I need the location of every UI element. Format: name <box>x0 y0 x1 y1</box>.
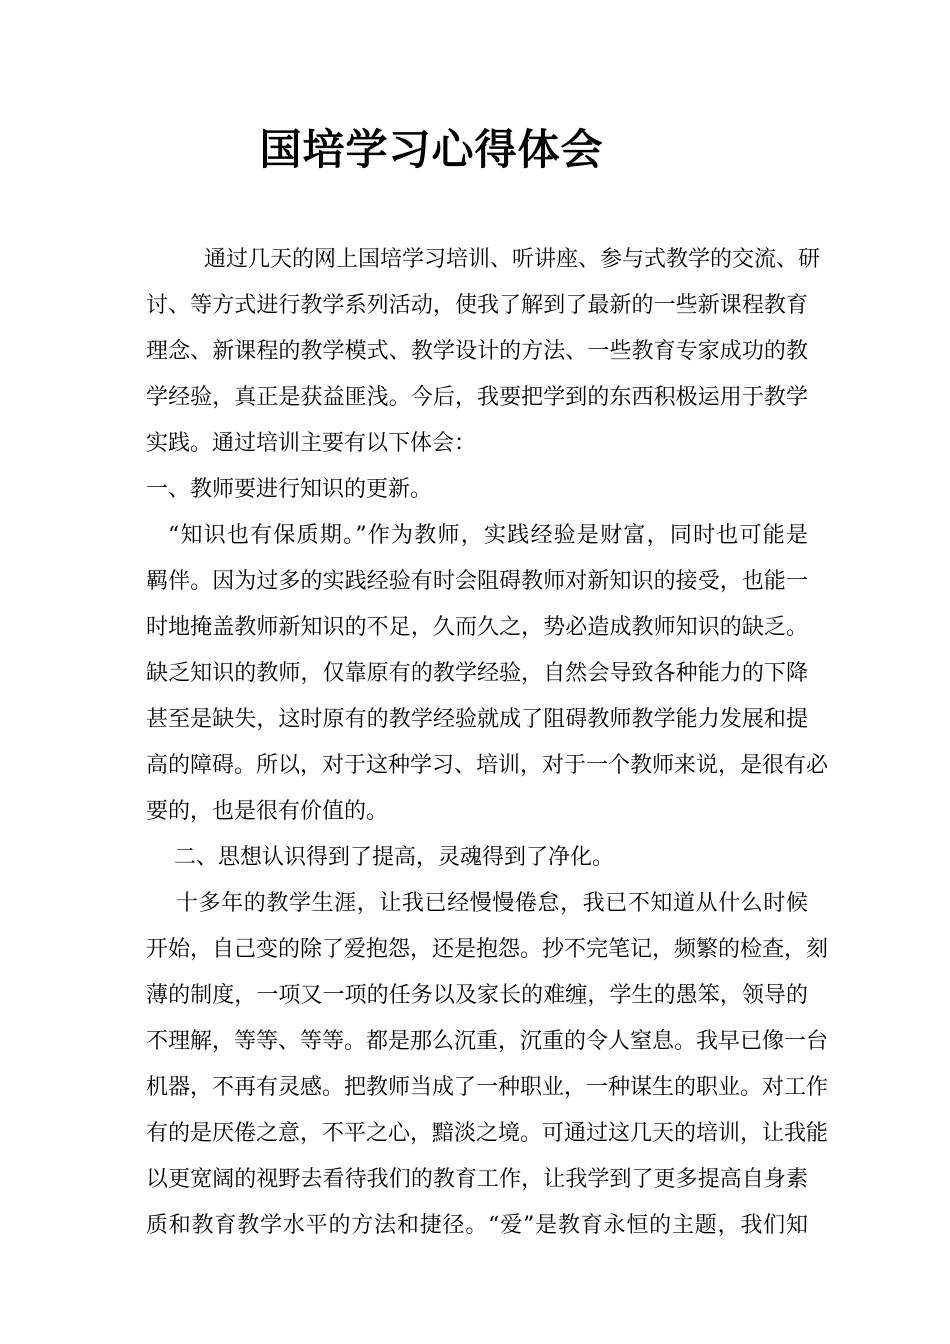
document-title: 国培学习心得体会 <box>259 125 604 174</box>
document-body <box>146 237 829 1249</box>
text-line: 通过几天的网上国培学习培训、听讲座、参与式教学的交流、研 <box>204 247 821 272</box>
text-line: 以更宽阔的视野去看待我们的教育工作，让我学到了更多提高自身素 <box>146 1167 808 1192</box>
text-line: 甚至是缺失，这时原有的教学经验就成了阻碍教师教学能力发展和提 <box>146 707 808 732</box>
text-line: 开始，自己变的除了爱抱怨，还是抱怨。抄不完笔记，频繁的检查，刻 <box>146 937 829 962</box>
text-line: 有的是厌倦之意，不平之心，黯淡之境。可通过这几天的培训，让我能 <box>146 1121 829 1146</box>
section-heading: 一、教师要进行知识的更新。 <box>146 477 433 502</box>
text-line: 学经验，真正是获益匪浅。今后，我要把学到的东西积极运用于教学 <box>146 385 808 410</box>
section-heading: 二、思想认识得到了提高，灵魂得到了净化。 <box>174 845 615 870</box>
text-line: 缺乏知识的教师，仅靠原有的教学经验，自然会导致各种能力的下降 <box>146 661 808 686</box>
text-line: “知识也有保质期。”作为教师，实践经验是财富，同时也可能是 <box>168 523 808 548</box>
text-line: 实践。通过培训主要有以下体会： <box>146 431 477 456</box>
text-line: 理念、新课程的教学模式、教学设计的方法、一些教育专家成功的教 <box>146 339 808 364</box>
text-line: 羁伴。因为过多的实践经验有时会阻碍教师对新知识的接受，也能一 <box>146 569 808 594</box>
text-line: 不理解，等等、等等。都是那么沉重，沉重的令人窒息。我早已像一台 <box>146 1029 829 1054</box>
text-line: 讨、等方式进行教学系列活动，使我了解到了最新的一些新课程教育 <box>146 293 808 318</box>
text-line: 时地掩盖教师新知识的不足，久而久之，势必造成教师知识的缺乏。 <box>146 615 808 640</box>
text-line: 质和教育教学水平的方法和捷径。“爱”是教育永恒的主题，我们知 <box>146 1213 808 1238</box>
text-line: 要的，也是很有价值的。 <box>146 799 389 824</box>
text-line: 十多年的教学生涯，让我已经慢慢倦怠，我已不知道从什么时候 <box>176 891 808 916</box>
text-line: 高的障碍。所以，对于这种学习、培训，对于一个教师来说，是很有必 <box>146 753 829 778</box>
text-line: 机器，不再有灵感。把教师当成了一种职业，一种谋生的职业。对工作 <box>146 1075 829 1100</box>
text-line: 薄的制度，一项又一项的任务以及家长的难缠，学生的愚笨，领导的 <box>146 983 808 1008</box>
